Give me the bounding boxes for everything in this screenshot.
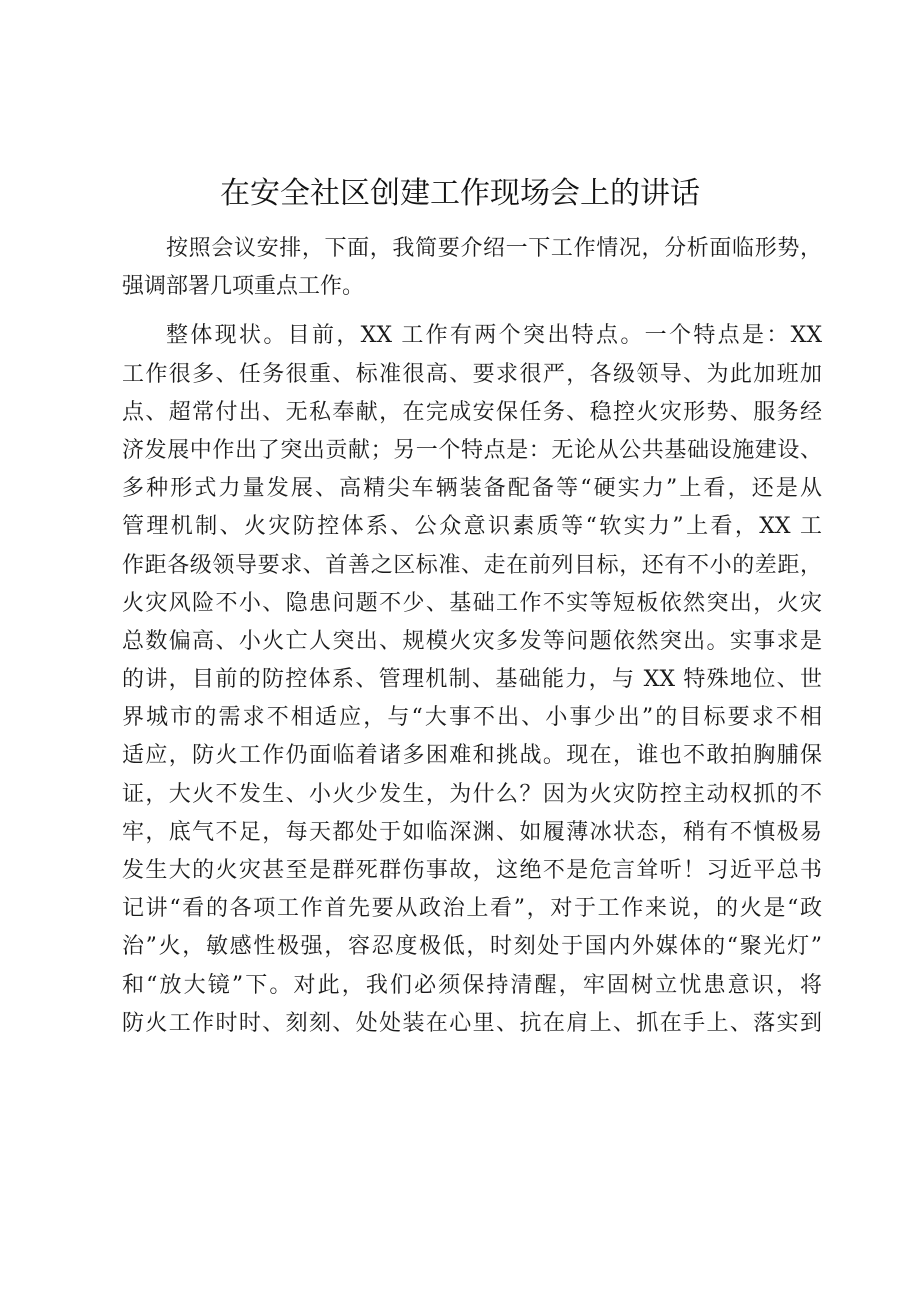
paragraph-line: 治”火，敏感性极强，容忍度极低，时刻处于国内外媒体的“聚光灯”: [122, 934, 822, 960]
paragraph-line: 证，大火不发生、小火少发生，为什么？因为火灾防控主动权抓的不: [122, 781, 822, 807]
paragraph-line: 多种形式力量发展、高精尖车辆装备配备等“硬实力”上看，还是从: [122, 476, 822, 502]
paragraph-line: 防火工作时时、刻刻、处处装在心里、抗在肩上、抓在手上、落实到: [122, 1010, 822, 1036]
paragraph-line: 火灾风险不小、隐患问题不少、基础工作不实等短板依然突出，火灾: [122, 590, 822, 616]
paragraph-2: [122, 317, 822, 1043]
paragraph-line: 记讲“看的各项工作首先要从政治上看”，对于工作来说，的火是“政: [122, 896, 822, 922]
paragraph-line: 和“放大镜”下。对此，我们必须保持清醒，牢固树立忧患意识，将: [122, 972, 822, 998]
paragraph-line: 点、超常付出、无私奉献，在完成安保任务、稳控火灾形势、服务经: [122, 399, 822, 425]
paragraph-line: 适应，防火工作仍面临着诸多困难和挑战。现在，谁也不敢拍胸脯保: [122, 743, 822, 769]
paragraph-line: 济发展中作出了突出贡献；另一个特点是：无论从公共基础设施建设、: [122, 437, 822, 463]
paragraph-1: [122, 230, 822, 306]
paragraph-line: 的讲，目前的防控体系、管理机制、基础能力，与 XX 特殊地位、世: [122, 667, 822, 693]
paragraph-line: 强调部署几项重点工作。: [122, 274, 365, 300]
paragraph-line: 管理机制、火灾防控体系、公众意识素质等“软实力”上看，XX 工: [122, 514, 822, 540]
paragraph-line: 作距各级领导要求、首善之区标准、走在前列目标，还有不小的差距，: [122, 552, 822, 578]
paragraph-line: 工作很多、任务很重、标准很高、要求很严，各级领导、为此加班加: [122, 361, 822, 387]
paragraph-line: 界城市的需求不相适应，与“大事不出、小事少出”的目标要求不相: [122, 705, 822, 731]
paragraph-line: 整体现状。目前，XX 工作有两个突出特点。一个特点是：XX: [166, 323, 822, 349]
document-title: 在安全社区创建工作现场会上的讲话: [220, 176, 700, 211]
paragraph-line: 牢，底气不足，每天都处于如临深渊、如履薄冰状态，稍有不慎极易: [122, 819, 822, 845]
document-body: [122, 230, 822, 1043]
paragraph-line: 按照会议安排，下面，我简要介绍一下工作情况，分析面临形势，: [166, 236, 822, 261]
paragraph-line: 总数偏高、小火亡人突出、规模火灾多发等问题依然突出。实事求是: [122, 628, 822, 654]
paragraph-line: 发生大的火灾甚至是群死群伤事故，这绝不是危言耸听！习近平总书: [122, 858, 822, 883]
